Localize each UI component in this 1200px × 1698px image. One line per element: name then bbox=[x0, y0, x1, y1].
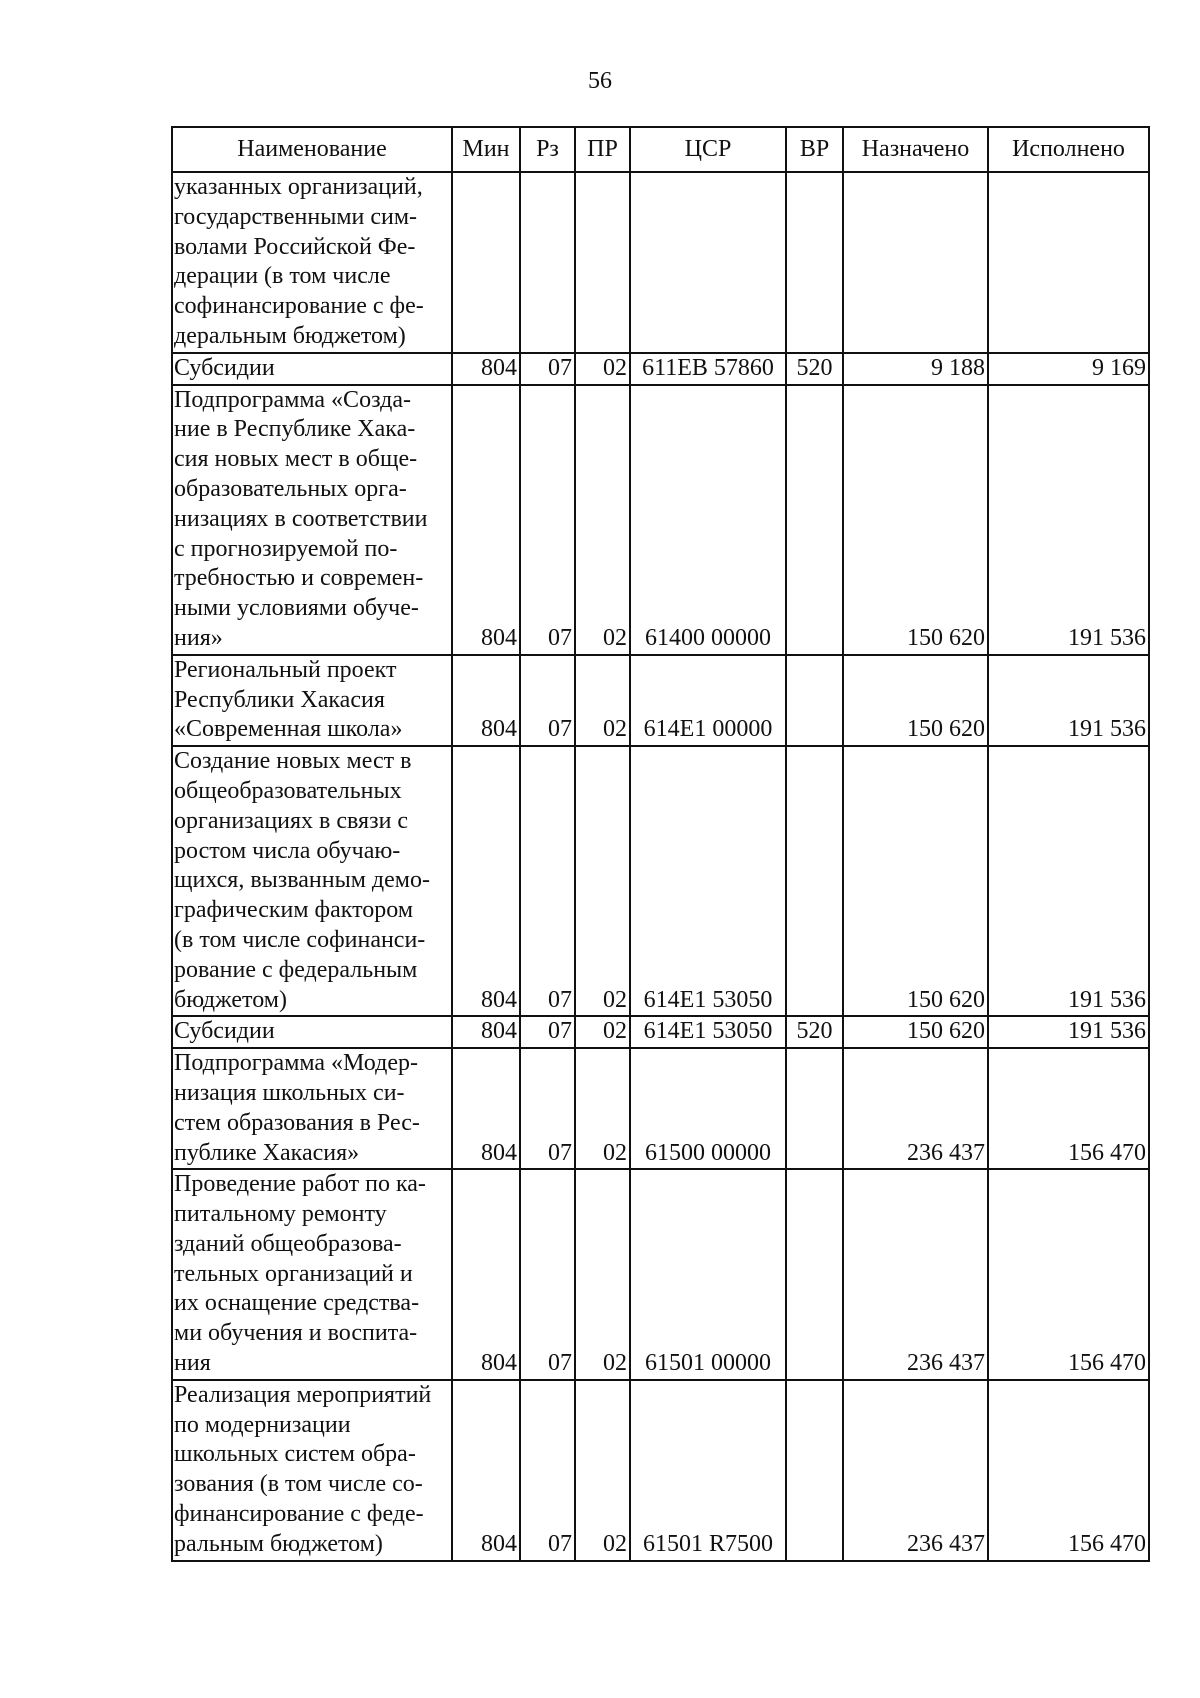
cell-pr bbox=[575, 172, 630, 353]
cell-name: Подпрограмма «Созда- ние в Республике Хака- сия новых мест в обще- образовательных орга- низациях в соответствии с прогнозируемой по- требностью и современ- ными условиями обуче- ния» bbox=[172, 385, 452, 655]
cell-executed: 156 470 bbox=[988, 1380, 1149, 1561]
cell-executed: 191 536 bbox=[988, 1016, 1149, 1048]
cell-csr: 61500 00000 bbox=[630, 1048, 786, 1169]
column-header-csr: ЦСР bbox=[630, 127, 786, 172]
cell-assigned: 150 620 bbox=[843, 746, 988, 1016]
cell-assigned: 150 620 bbox=[843, 1016, 988, 1048]
cell-name: Субсидии bbox=[172, 1016, 452, 1048]
cell-vr: 520 bbox=[786, 353, 843, 385]
cell-rz: 07 bbox=[520, 385, 575, 655]
cell-executed: 156 470 bbox=[988, 1048, 1149, 1169]
cell-csr: 61501 00000 bbox=[630, 1169, 786, 1380]
budget-table bbox=[171, 126, 1150, 1562]
cell-executed: 191 536 bbox=[988, 655, 1149, 746]
cell-rz: 07 bbox=[520, 655, 575, 746]
cell-name: Проведение работ по ка- питальному ремонту зданий общеобразова- тельных организаций и их оснащение средства- ми обучения и воспита- ния bbox=[172, 1169, 452, 1380]
cell-pr: 02 bbox=[575, 385, 630, 655]
cell-pr: 02 bbox=[575, 1016, 630, 1048]
cell-assigned bbox=[843, 172, 988, 353]
cell-executed: 9 169 bbox=[988, 353, 1149, 385]
cell-csr: 614E1 53050 bbox=[630, 746, 786, 1016]
table-row bbox=[172, 1016, 1149, 1048]
cell-name: Создание новых мест в общеобразовательных организациях в связи с ростом числа обучаю- щихся, вызванным демо- графическим фактором (в том числе софинанси- рование с федеральным бюджетом) bbox=[172, 746, 452, 1016]
table-row bbox=[172, 172, 1149, 353]
cell-min: 804 bbox=[452, 1169, 520, 1380]
cell-rz: 07 bbox=[520, 353, 575, 385]
column-header-vr: ВР bbox=[786, 127, 843, 172]
cell-name: указанных организаций, государственными сим- волами Российской Фе- дерации (в том числе софинансирование с фе- деральным бюджетом) bbox=[172, 172, 452, 353]
table-row bbox=[172, 1048, 1149, 1169]
cell-rz: 07 bbox=[520, 1016, 575, 1048]
cell-vr bbox=[786, 655, 843, 746]
cell-min: 804 bbox=[452, 353, 520, 385]
cell-min: 804 bbox=[452, 746, 520, 1016]
cell-pr: 02 bbox=[575, 353, 630, 385]
cell-min bbox=[452, 172, 520, 353]
cell-assigned: 150 620 bbox=[843, 655, 988, 746]
cell-min: 804 bbox=[452, 1380, 520, 1561]
cell-assigned: 236 437 bbox=[843, 1380, 988, 1561]
cell-pr: 02 bbox=[575, 1380, 630, 1561]
cell-rz: 07 bbox=[520, 1048, 575, 1169]
cell-csr: 61501 R7500 bbox=[630, 1380, 786, 1561]
column-header-executed: Исполнено bbox=[988, 127, 1149, 172]
cell-name: Региональный проект Республики Хакасия «Современная школа» bbox=[172, 655, 452, 746]
table-row bbox=[172, 353, 1149, 385]
cell-vr bbox=[786, 385, 843, 655]
cell-name: Подпрограмма «Модер- низация школьных си- стем образования в Рес- публике Хакасия» bbox=[172, 1048, 452, 1169]
cell-executed bbox=[988, 172, 1149, 353]
cell-rz bbox=[520, 172, 575, 353]
cell-vr bbox=[786, 172, 843, 353]
table-row bbox=[172, 1169, 1149, 1380]
cell-executed: 191 536 bbox=[988, 385, 1149, 655]
cell-vr bbox=[786, 1380, 843, 1561]
column-header-assigned: Назначено bbox=[843, 127, 988, 172]
cell-min: 804 bbox=[452, 385, 520, 655]
column-header-min: Мин bbox=[452, 127, 520, 172]
cell-assigned: 236 437 bbox=[843, 1048, 988, 1169]
cell-pr: 02 bbox=[575, 1048, 630, 1169]
cell-rz: 07 bbox=[520, 746, 575, 1016]
column-header-rz: Рз bbox=[520, 127, 575, 172]
table-row bbox=[172, 655, 1149, 746]
cell-csr: 611EB 57860 bbox=[630, 353, 786, 385]
cell-rz: 07 bbox=[520, 1380, 575, 1561]
page-number: 56 bbox=[588, 68, 612, 94]
table-header-row bbox=[172, 127, 1149, 172]
table-row bbox=[172, 1380, 1149, 1561]
cell-pr: 02 bbox=[575, 655, 630, 746]
cell-executed: 156 470 bbox=[988, 1169, 1149, 1380]
column-header-name: Наименование bbox=[172, 127, 452, 172]
cell-assigned: 9 188 bbox=[843, 353, 988, 385]
cell-name: Субсидии bbox=[172, 353, 452, 385]
cell-vr: 520 bbox=[786, 1016, 843, 1048]
cell-min: 804 bbox=[452, 1048, 520, 1169]
cell-pr: 02 bbox=[575, 746, 630, 1016]
cell-vr bbox=[786, 1048, 843, 1169]
column-header-pr: ПР bbox=[575, 127, 630, 172]
cell-min: 804 bbox=[452, 655, 520, 746]
cell-vr bbox=[786, 746, 843, 1016]
cell-csr: 614E1 53050 bbox=[630, 1016, 786, 1048]
cell-csr: 61400 00000 bbox=[630, 385, 786, 655]
cell-assigned: 236 437 bbox=[843, 1169, 988, 1380]
cell-name: Реализация мероприятий по модернизации школьных систем обра- зования (в том числе со- финансирование с феде- ральным бюджетом) bbox=[172, 1380, 452, 1561]
cell-min: 804 bbox=[452, 1016, 520, 1048]
cell-assigned: 150 620 bbox=[843, 385, 988, 655]
table-row bbox=[172, 746, 1149, 1016]
cell-rz: 07 bbox=[520, 1169, 575, 1380]
cell-pr: 02 bbox=[575, 1169, 630, 1380]
cell-vr bbox=[786, 1169, 843, 1380]
cell-executed: 191 536 bbox=[988, 746, 1149, 1016]
cell-csr: 614E1 00000 bbox=[630, 655, 786, 746]
table-row bbox=[172, 385, 1149, 655]
cell-csr bbox=[630, 172, 786, 353]
